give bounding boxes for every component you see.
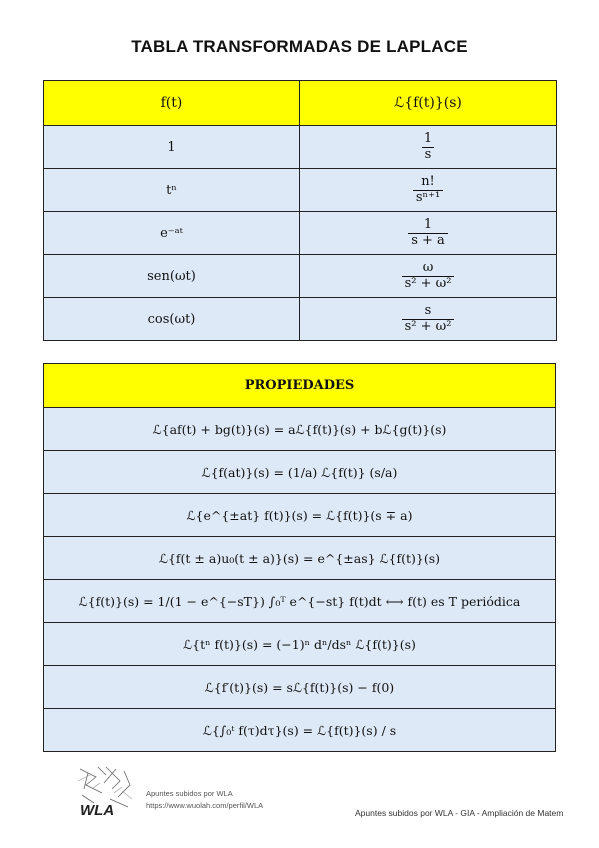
numerator: 1 bbox=[423, 130, 433, 146]
table-row bbox=[44, 298, 557, 341]
column-header: ℒ{f(t)}(s) bbox=[300, 81, 557, 126]
periodic-property: ℒ{f(t)}(s) = 1/(1 − e^{−sT}) ∫₀ᵀ e^{−st} f(t)dt ⟷ f(t) es T periódica bbox=[44, 580, 556, 623]
table-row bbox=[44, 580, 556, 623]
table-row bbox=[44, 494, 556, 537]
derivative-property: ℒ{f′(t)}(s) = sℒ{f(t)}(s) − f(0) bbox=[44, 666, 556, 709]
integral-property: ℒ{∫₀ᵗ f(τ)dτ}(s) = ℒ{f(t)}(s) / s bbox=[44, 709, 556, 752]
table-row bbox=[44, 408, 556, 451]
table-row bbox=[44, 709, 556, 752]
wla-logo bbox=[76, 763, 134, 819]
fraction bbox=[413, 175, 443, 206]
footer-right-note: Apuntes subidos por WLA - GIA - Ampliación de Matem bbox=[355, 808, 564, 818]
transform-cell bbox=[300, 255, 557, 298]
denominator: s + a bbox=[408, 233, 448, 249]
transform-table bbox=[43, 80, 557, 341]
denominator: s² + ω² bbox=[402, 319, 455, 335]
function-cell: sen(ωt) bbox=[44, 255, 300, 298]
scaling-property: ℒ{f(at)}(s) = (1/a) ℒ{f(t)} (s/a) bbox=[44, 451, 556, 494]
time-shift-property: ℒ{f(t ± a)u₀(t ± a)}(s) = e^{±as} ℒ{f(t)}(s) bbox=[44, 537, 556, 580]
table-row bbox=[44, 623, 556, 666]
fraction bbox=[402, 304, 455, 335]
table-row bbox=[44, 212, 557, 255]
function-cell: 1 bbox=[44, 126, 300, 169]
function-cell: tⁿ bbox=[44, 169, 300, 212]
linearity-property: ℒ{af(t) + bg(t)}(s) = aℒ{f(t)}(s) + bℒ{g(t)}(s) bbox=[44, 408, 556, 451]
fraction bbox=[408, 218, 448, 249]
table-row bbox=[44, 451, 556, 494]
derivative-in-s-property: ℒ{tⁿ f(t)}(s) = (−1)ⁿ dⁿ/dsⁿ ℒ{f(t)}(s) bbox=[44, 623, 556, 666]
footer-profile-link[interactable]: https://www.wuolah.com/perfil/WLA bbox=[146, 801, 264, 810]
column-header: f(t) bbox=[44, 81, 300, 126]
denominator: sⁿ⁺¹ bbox=[413, 190, 443, 206]
table-header-row bbox=[44, 81, 557, 126]
table-row bbox=[44, 169, 557, 212]
page-title: TABLA TRANSFORMADAS DE LAPLACE bbox=[131, 37, 468, 56]
numerator: n! bbox=[421, 173, 435, 189]
fraction bbox=[421, 132, 435, 163]
fraction bbox=[402, 261, 455, 292]
transform-cell bbox=[300, 212, 557, 255]
frequency-shift-property: ℒ{e^{±at} f(t)}(s) = ℒ{f(t)}(s ∓ a) bbox=[44, 494, 556, 537]
table-header-row bbox=[44, 364, 556, 408]
transform-cell bbox=[300, 169, 557, 212]
properties-header: PROPIEDADES bbox=[44, 364, 556, 408]
transform-cell bbox=[300, 298, 557, 341]
denominator: s bbox=[422, 147, 435, 163]
numerator: ω bbox=[422, 259, 434, 275]
denominator: s² + ω² bbox=[402, 276, 455, 292]
numerator: 1 bbox=[423, 216, 433, 232]
transform-cell bbox=[300, 126, 557, 169]
table-row bbox=[44, 537, 556, 580]
function-cell: e⁻ᵃᵗ bbox=[44, 212, 300, 255]
function-cell: cos(ωt) bbox=[44, 298, 300, 341]
footer-uploaded-by: Apuntes subidos por WLA bbox=[146, 789, 233, 798]
table-row bbox=[44, 126, 557, 169]
numerator: s bbox=[424, 302, 432, 318]
table-row bbox=[44, 255, 557, 298]
table-row bbox=[44, 666, 556, 709]
logo-text: WLA bbox=[80, 802, 115, 819]
properties-table bbox=[43, 363, 556, 752]
